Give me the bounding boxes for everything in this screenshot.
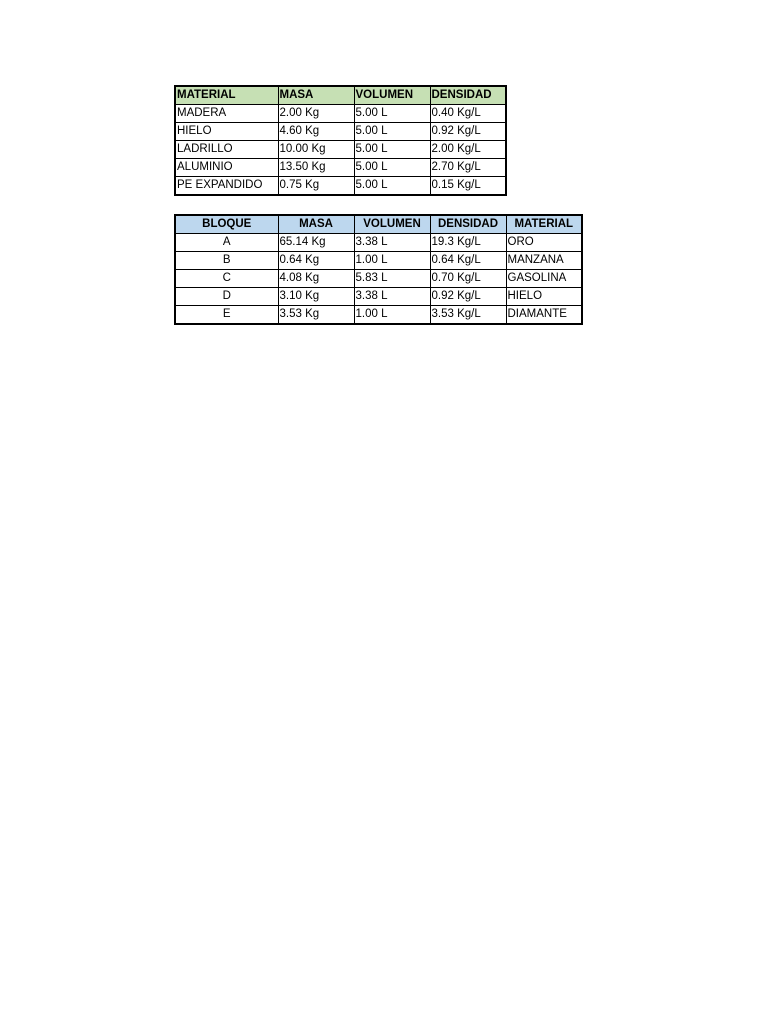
cell-densidad: 2.70 Kg/L (430, 159, 506, 177)
materials-table (174, 85, 507, 196)
table-header-row (175, 86, 506, 105)
cell-masa: 13.50 Kg (278, 159, 354, 177)
cell-densidad: 0.70 Kg/L (430, 270, 506, 288)
cell-volumen: 1.00 L (354, 252, 430, 270)
column-header-masa: MASA (278, 86, 354, 105)
cell-volumen: 3.38 L (354, 234, 430, 252)
table-row (175, 234, 582, 252)
cell-volumen: 3.38 L (354, 288, 430, 306)
cell-volumen: 5.83 L (354, 270, 430, 288)
cell-volumen: 1.00 L (354, 306, 430, 325)
cell-densidad: 2.00 Kg/L (430, 141, 506, 159)
cell-material: LADRILLO (175, 141, 278, 159)
cell-material: PE EXPANDIDO (175, 177, 278, 196)
column-header-volumen: VOLUMEN (354, 86, 430, 105)
table-row (175, 252, 582, 270)
column-header-volumen: VOLUMEN (354, 215, 430, 234)
column-header-material: MATERIAL (175, 86, 278, 105)
column-header-material: MATERIAL (506, 215, 582, 234)
cell-masa: 2.00 Kg (278, 105, 354, 123)
cell-material: HIELO (506, 288, 582, 306)
column-header-densidad: DENSIDAD (430, 86, 506, 105)
column-header-masa: MASA (278, 215, 354, 234)
cell-bloque: D (175, 288, 278, 306)
table-row (175, 177, 506, 196)
cell-masa: 0.75 Kg (278, 177, 354, 196)
cell-masa: 3.53 Kg (278, 306, 354, 325)
cell-material: GASOLINA (506, 270, 582, 288)
cell-densidad: 0.92 Kg/L (430, 288, 506, 306)
cell-densidad: 3.53 Kg/L (430, 306, 506, 325)
cell-densidad: 0.64 Kg/L (430, 252, 506, 270)
cell-bloque: B (175, 252, 278, 270)
cell-densidad: 0.15 Kg/L (430, 177, 506, 196)
cell-volumen: 5.00 L (354, 141, 430, 159)
cell-volumen: 5.00 L (354, 159, 430, 177)
table-row (175, 105, 506, 123)
cell-material: MANZANA (506, 252, 582, 270)
cell-material: MADERA (175, 105, 278, 123)
column-header-bloque: BLOQUE (175, 215, 278, 234)
cell-bloque: E (175, 306, 278, 325)
cell-masa: 65.14 Kg (278, 234, 354, 252)
cell-masa: 3.10 Kg (278, 288, 354, 306)
cell-material: ALUMINIO (175, 159, 278, 177)
cell-masa: 4.08 Kg (278, 270, 354, 288)
cell-volumen: 5.00 L (354, 177, 430, 196)
table-header-row (175, 215, 582, 234)
cell-densidad: 19.3 Kg/L (430, 234, 506, 252)
table-row (175, 270, 582, 288)
table-row (175, 306, 582, 325)
cell-material: DIAMANTE (506, 306, 582, 325)
table-row (175, 159, 506, 177)
blocks-table (174, 214, 583, 325)
cell-volumen: 5.00 L (354, 123, 430, 141)
cell-material: HIELO (175, 123, 278, 141)
table-row (175, 123, 506, 141)
column-header-densidad: DENSIDAD (430, 215, 506, 234)
cell-volumen: 5.00 L (354, 105, 430, 123)
cell-masa: 4.60 Kg (278, 123, 354, 141)
cell-masa: 10.00 Kg (278, 141, 354, 159)
cell-bloque: A (175, 234, 278, 252)
cell-densidad: 0.92 Kg/L (430, 123, 506, 141)
cell-masa: 0.64 Kg (278, 252, 354, 270)
table-row (175, 141, 506, 159)
table-row (175, 288, 582, 306)
cell-material: ORO (506, 234, 582, 252)
cell-bloque: C (175, 270, 278, 288)
cell-densidad: 0.40 Kg/L (430, 105, 506, 123)
